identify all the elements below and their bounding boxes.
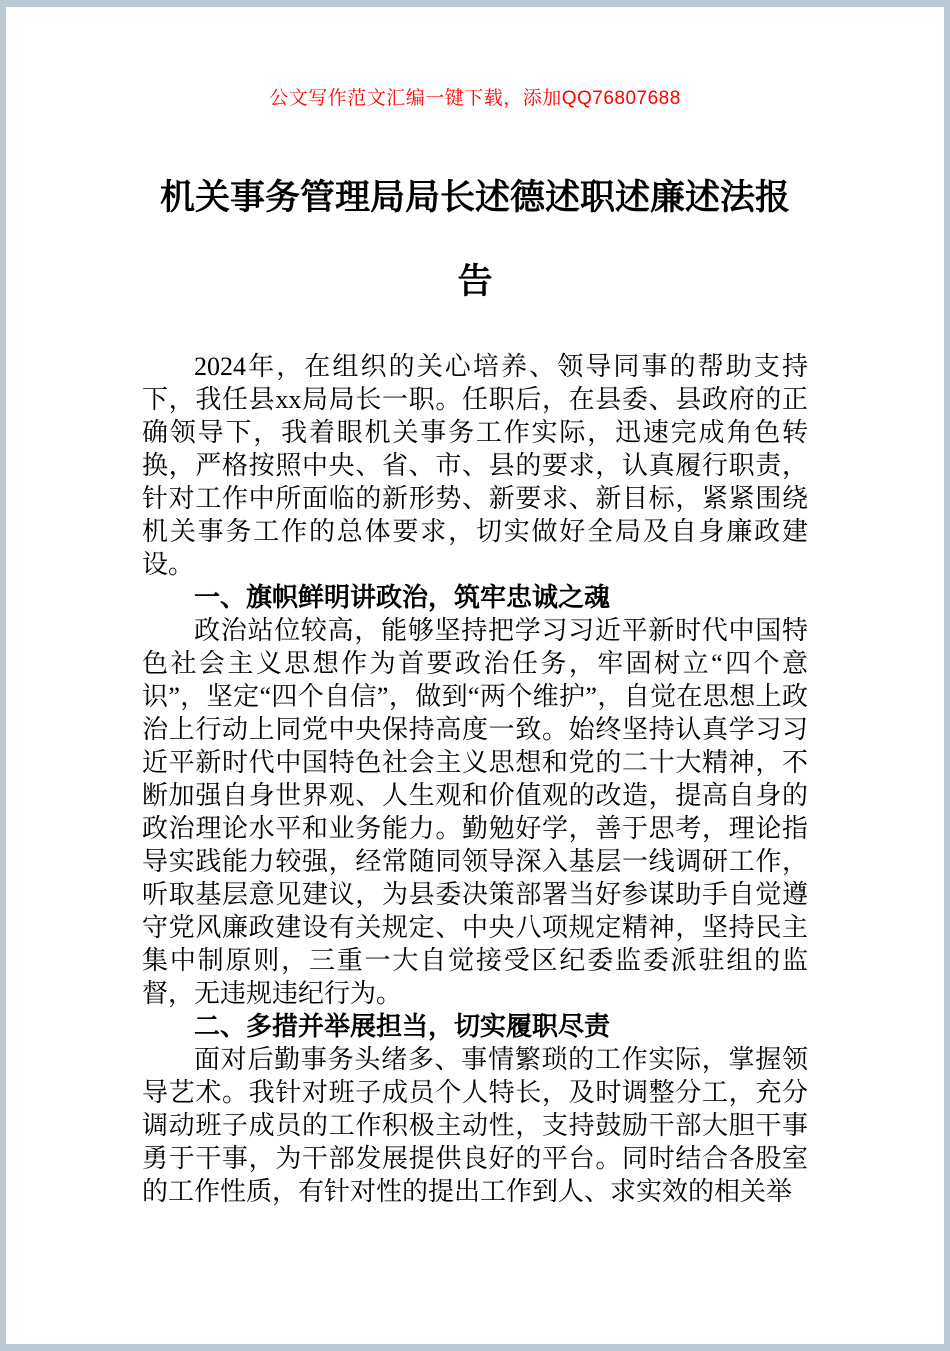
paragraph-section-2: 面对后勤事务头绪多、事情繁琐的工作实际，掌握领导艺术。我针对班子成员个人特长，及时调整分工，充分调动班子成员的工作积极主动性，支持鼓励干部大胆干事勇于干事，为干部发展提供良好的平台。同时结合各股室的工作性质，有针对性的提出工作到人、求实效的相关举 <box>142 1045 808 1206</box>
document-title: 机关事务管理局局长述德述职述廉述法报告 <box>159 178 790 301</box>
paragraph-intro: 2024年，在组织的关心培养、领导同事的帮助支持下，我任县xx局局长一职。任职后，在县委、县政府的正确领导下，我着眼机关事务工作实际，迅速完成角色转换，严格按照中央、省、市、县的要求，认真履行职责，针对工作中所面临的新形势、新要求、新目标，紧紧围绕机关事务工作的总体要求，切实做好全局及自身廉政建设。 <box>142 352 808 579</box>
section-heading-1: 一、旗帜鲜明讲政治，筑牢忠诚之魂 <box>194 583 611 612</box>
document-page <box>6 7 944 1344</box>
paragraph-section-1: 政治站位较高，能够坚持把学习习近平新时代中国特色社会主义思想作为首要政治任务，牢固树立“四个意识”，坚定“四个自信”，做到“两个维护”，自觉在思想上政治上行动上同党中央保持高度一致。始终坚持认真学习习近平新时代中国特色社会主义思想和党的二十大精神，不断加强自身世界观、人生观和价值观的改造，提高自身的政治理论水平和业务能力。勤勉好学，善于思考，理论指导实践能力较强，经常随同领导深入基层一线调研工作，听取基层意见建议，为县委决策部署当好参谋助手自觉遵守党风廉政建设有关规定、中央八项规定精神，坚持民主集中制原则，三重一大自觉接受区纪委监委派驻组的监督，无违规违纪行为。 <box>142 616 808 1008</box>
promo-notice: 公文写作范文汇编一键下载，添加QQ76807688 <box>269 88 681 109</box>
section-heading-2: 二、多措并举展担当，切实履职尽责 <box>194 1012 611 1041</box>
document-body <box>6 350 944 1208</box>
